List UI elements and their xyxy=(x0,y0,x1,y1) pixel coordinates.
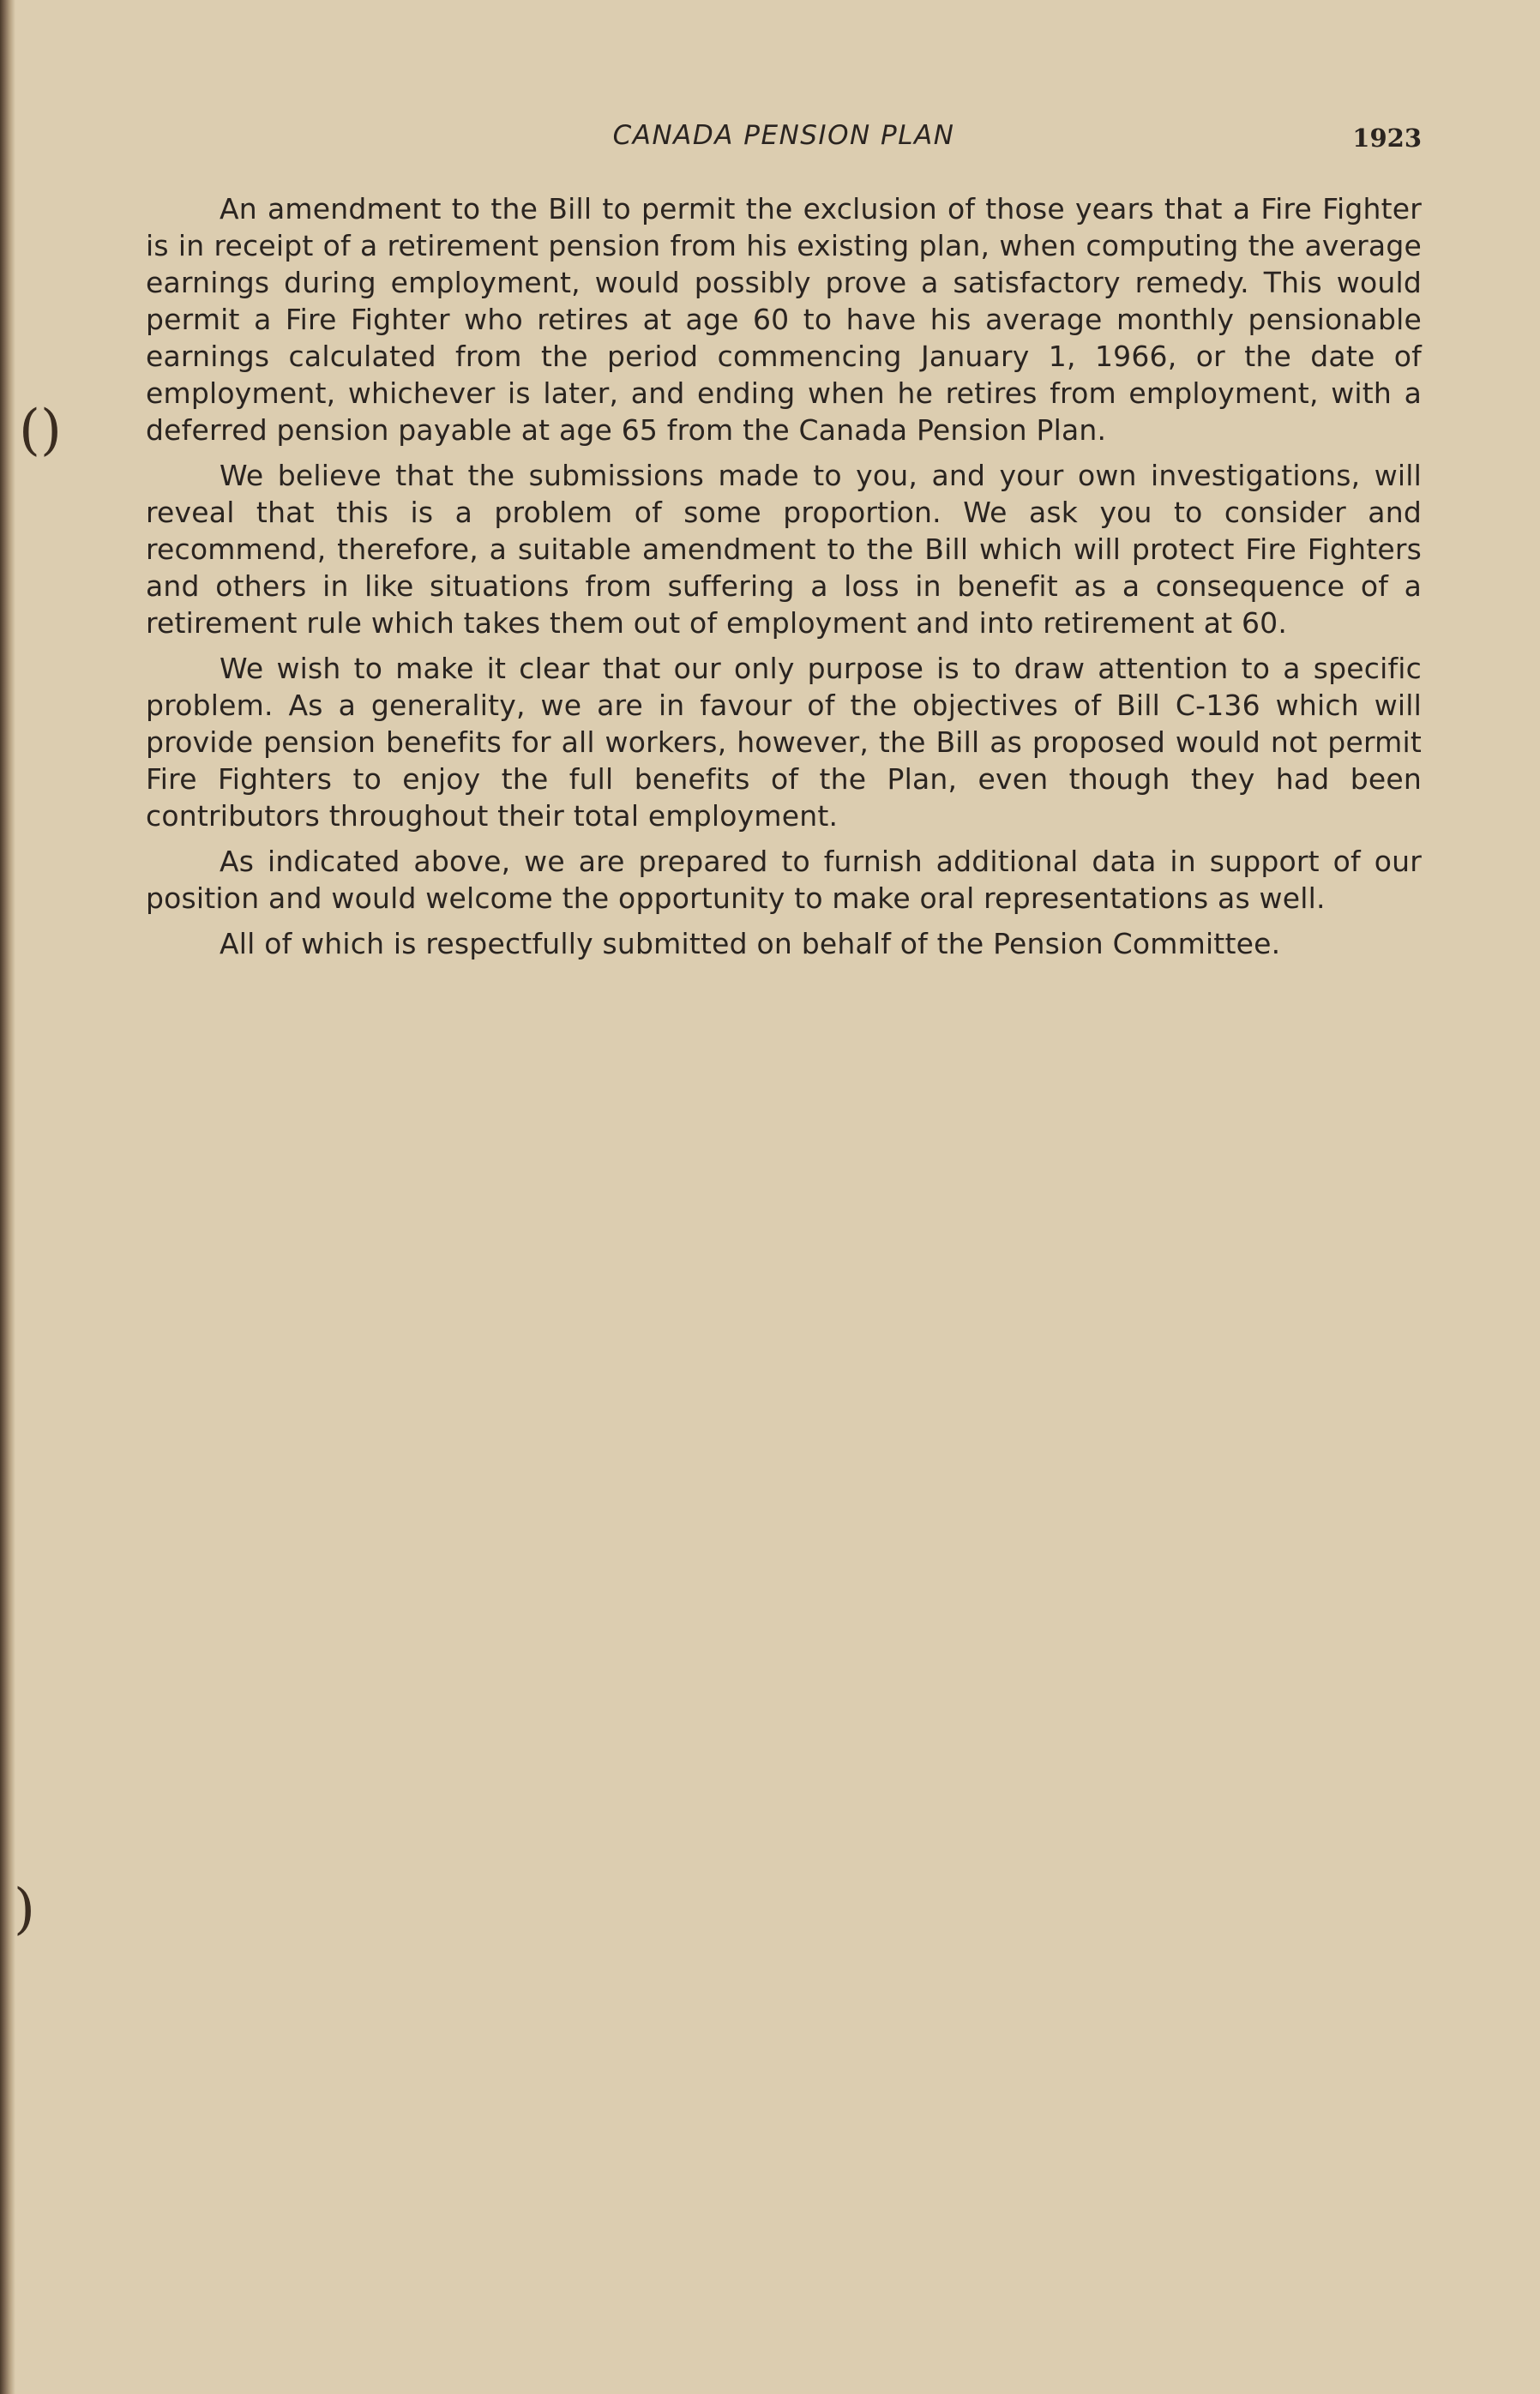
paragraph-1: An amendment to the Bill to permit the exclusion of those years that a Fire Fighter is in receipt of a retirement pension from his existing plan, when computing the average earnings during employment, would possibly prove a satisfactory remedy. This would permit a Fire Fighter who retires at age 60 to have his average monthly pensionable earnings calculated from the period commencing January 1, 1966, or the date of employment, whichever is later, and ending when he retires from employment, with a deferred pension payable at age 65 from the Canada Pension Plan. xyxy=(146,192,1422,447)
margin-mark-bottom: ) xyxy=(14,1878,35,1941)
paragraph-4: As indicated above, we are prepared to furnish additional data in support of our position and would welcome the opportunity to make oral representations as well. xyxy=(146,845,1422,915)
margin-mark-top: () xyxy=(19,399,62,462)
paragraph-5: All of which is respectfully submitted on behalf of the Pension Committee. xyxy=(220,927,1281,960)
paragraph-3: We wish to make it clear that our only purpose is to draw attention to a specific problem. As a generality, we are in favour of the objectives of Bill C-136 which will provide pension benefits for all workers, however, the Bill as proposed would not permit Fire Fighters to enjoy the full benefits of the Plan, even though they had been contributors throughout their total employment. xyxy=(146,652,1422,833)
body-text xyxy=(146,190,1422,971)
page-number: 1923 xyxy=(1352,123,1422,153)
paragraph-2: We believe that the submissions made to you, and your own investigations, will reveal that this is a problem of some proportion. We ask you to consider and recommend, therefore, a suitable amendment to the Bill which will protect Fire Fighters and others in like situations from suffering a loss in benefit as a consequence of a retirement rule which takes them out of employment and into retirement at 60. xyxy=(146,459,1422,640)
page-header xyxy=(146,120,1422,158)
running-head: CANADA PENSION PLAN xyxy=(612,120,955,151)
page-binding-edge xyxy=(0,0,15,2394)
